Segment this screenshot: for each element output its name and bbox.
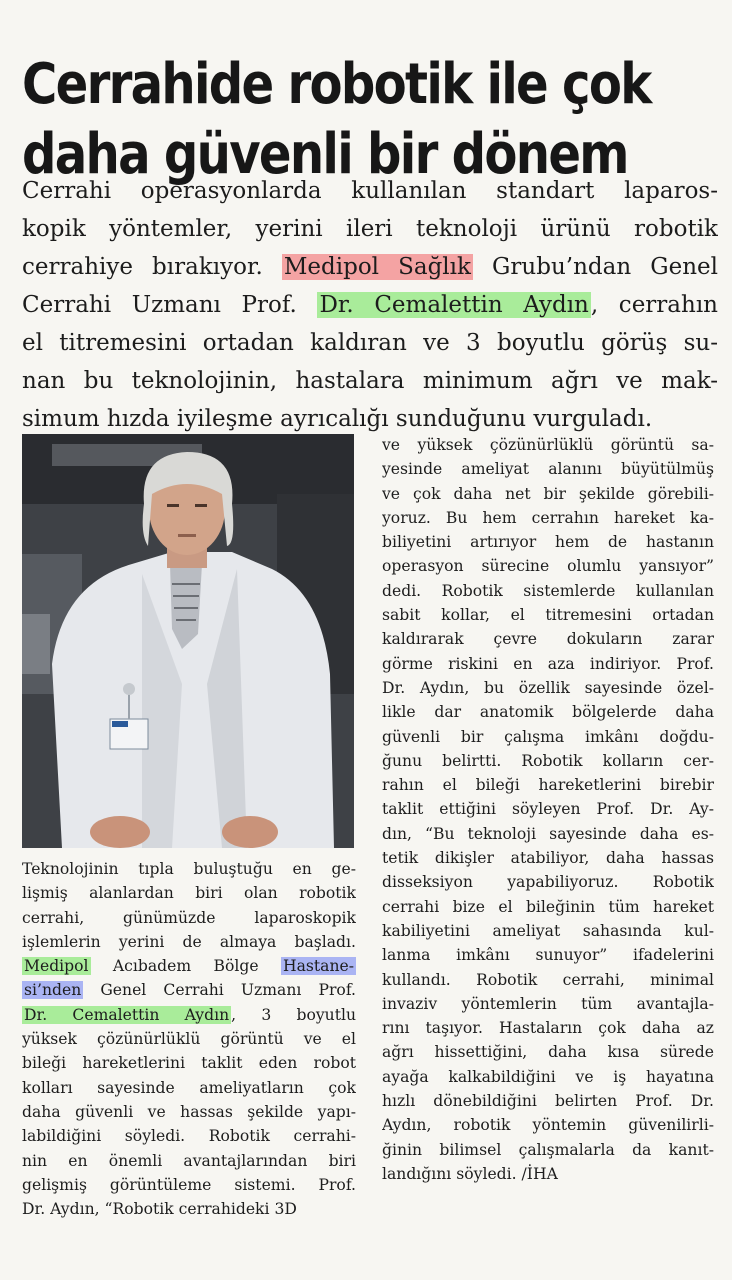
lead-line (22, 286, 718, 324)
text-segment: kopik yöntemler, yerini ileri teknoloji ürünü robotik (22, 216, 718, 242)
right-column-line (382, 554, 714, 578)
text-segment: yesinde ameliyat alanını büyütülmüş (382, 460, 714, 479)
text-segment: güvenli bir çalışma imkânı doğdu- (382, 727, 714, 746)
text-segment: biliyetini artırıyor hem de hastanın (382, 533, 714, 552)
headline-line-2: daha güvenli bir dönem (22, 121, 628, 187)
left-column-line (22, 881, 356, 905)
right-column-line (382, 700, 714, 724)
doctor-portrait-photo (22, 434, 354, 848)
lead-paragraph (22, 172, 718, 438)
right-column-line (382, 943, 714, 967)
text-segment: bileği hareketlerini taklit eden robot (22, 1054, 356, 1073)
body-column-right (382, 433, 714, 1186)
text-segment: simum hızda iyileşme ayrıcalığı sunduğunu vurguladı. (22, 406, 653, 432)
left-column-line (22, 1100, 356, 1124)
lead-line (22, 172, 718, 210)
text-segment: invaziv yöntemlerin tüm avantajla- (382, 994, 714, 1013)
text-segment: disseksiyon yapabiliyoruz. Robotik (382, 873, 714, 892)
text-segment: ve yüksek çözünürlüklü görüntü sa- (382, 436, 714, 454)
highlighted-text: Medipol Sağlık (283, 254, 471, 280)
right-column-line (382, 506, 714, 530)
left-column-line (22, 906, 356, 930)
right-column-line (382, 919, 714, 943)
text-segment: Genel Cerrahi Uzmanı Prof. (83, 981, 356, 1000)
right-column-line (382, 1089, 714, 1113)
left-column-line (22, 1197, 356, 1221)
text-segment: yoruz. Bu hem cerrahın hareket ka- (382, 508, 714, 527)
headline-line-1: Cerrahide robotik ile çok (22, 51, 651, 117)
right-column-line (382, 1016, 714, 1040)
right-column-line (382, 749, 714, 773)
text-segment: dedi. Robotik sistemlerde kullanılan (382, 581, 714, 600)
text-segment: , cerrahın (590, 292, 718, 318)
highlighted-text: Dr. Cemalettin Aydın (319, 292, 589, 318)
right-column-line (382, 870, 714, 894)
right-column-line (382, 482, 714, 506)
left-column-line (22, 1027, 356, 1051)
text-segment: nin en önemli avantajlarından biri (22, 1151, 356, 1170)
portrait-photo-icon (22, 434, 354, 848)
text-segment: lanma imkânı sunuyor” ifadelerini (382, 946, 714, 965)
text-segment: yüksek çözünürlüklü görüntü ve el (22, 1030, 356, 1049)
text-segment: nan bu teknolojinin, hastalara minimum ağrı ve mak- (22, 368, 718, 394)
text-segment: Cerrahi Uzmanı Prof. (22, 292, 318, 318)
text-segment: kabiliyetini ameliyat sahasında kul- (382, 921, 714, 940)
text-segment: ayağa kalkabildiğini ve iş hayatına (382, 1067, 714, 1086)
lead-line (22, 248, 718, 286)
text-segment: , 3 boyutlu (231, 1005, 356, 1024)
text-segment: görme riskini en aza indiriyor. Prof. (382, 654, 714, 673)
text-segment: Teknolojinin tıpla buluştuğu en ge- (22, 860, 356, 878)
right-column-line (382, 846, 714, 870)
highlighted-text: si’nden (24, 981, 82, 1000)
right-column-line (382, 457, 714, 481)
text-segment: kolları sayesinde ameliyatların çok (22, 1078, 356, 1097)
right-column-line (382, 603, 714, 627)
highlighted-text: Medipol (24, 957, 89, 976)
left-column-line (22, 930, 356, 954)
text-segment: ağrı hissettiğini, daha kısa sürede (382, 1043, 714, 1062)
left-column-line (22, 1124, 356, 1148)
left-column-line (22, 1149, 356, 1173)
right-column-line (382, 530, 714, 554)
text-segment: Cerrahi operasyonlarda kullanılan standart laparos- (22, 178, 718, 204)
text-segment: cerrahi bize el bileğinin tüm hareket (382, 897, 714, 916)
right-column-line (382, 725, 714, 749)
right-column-line (382, 579, 714, 603)
right-column-line (382, 1138, 714, 1162)
text-segment: hızlı dönebildiğini belirten Prof. Dr. (382, 1092, 714, 1111)
text-segment: ve çok daha net bir şekilde görebili- (382, 484, 714, 503)
left-column-line (22, 1173, 356, 1197)
text-segment: lişmiş alanlardan biri olan robotik (22, 884, 356, 903)
text-segment: rını taşıyor. Hastaların çok daha az (382, 1019, 714, 1038)
left-column-line (22, 1076, 356, 1100)
text-segment: sabit kollar, el titremesini ortadan (382, 606, 714, 625)
text-segment: el titremesini ortadan kaldıran ve 3 boyutlu görüş su- (22, 330, 718, 356)
text-segment: operasyon sürecine olumlu yansıyor” (382, 557, 714, 576)
text-segment: gelişmiş görüntüleme sistemi. Prof. (22, 1175, 356, 1194)
text-segment: cerrahi, günümüzde laparoskopik (22, 908, 356, 927)
highlighted-text: Hastane- (282, 957, 354, 976)
left-column-line (22, 1003, 356, 1027)
text-segment: tetik dikişler atabiliyor, daha hassas (382, 849, 714, 868)
right-column-line (382, 676, 714, 700)
right-column-line (382, 797, 714, 821)
right-column-line (382, 433, 714, 457)
right-column-line (382, 968, 714, 992)
highlighted-text: Dr. Cemalettin Aydın (24, 1005, 230, 1024)
right-column-line (382, 652, 714, 676)
right-column-line (382, 992, 714, 1016)
text-segment: likle dar anatomik bölgelerde daha (382, 703, 714, 722)
left-column-line (22, 1051, 356, 1075)
text-segment: kaldırarak çevre dokuların zarar (382, 630, 714, 649)
headline (22, 50, 651, 190)
text-segment: ğinin bilimsel çalışmalarla da kanıt- (382, 1140, 714, 1159)
lead-line (22, 362, 718, 400)
text-segment: kullandı. Robotik cerrahi, minimal (382, 970, 714, 989)
right-column-line (382, 895, 714, 919)
text-segment: ğunu belirtti. Robotik kolların cer- (382, 751, 714, 770)
right-column-line (382, 1162, 714, 1186)
text-segment: taklit ettiğini söyleyen Prof. Dr. Ay- (382, 800, 714, 819)
text-segment: landığını söyledi. /İHA (382, 1164, 558, 1183)
lead-line (22, 210, 718, 248)
right-column-line (382, 627, 714, 651)
left-column-line (22, 857, 356, 881)
right-column-line (382, 822, 714, 846)
left-column-line (22, 978, 356, 1002)
text-segment: işlemlerin yerini de almaya başladı. (22, 932, 356, 951)
text-segment: Dr. Aydın, bu özellik sayesinde özel- (382, 678, 714, 697)
text-segment: daha güvenli ve hassas şekilde yapı- (22, 1102, 356, 1121)
right-column-line (382, 1113, 714, 1137)
lead-line (22, 324, 718, 362)
text-segment: rahın el bileği hareketlerini birebir (382, 776, 714, 795)
text-segment: Grubu’ndan Genel (472, 254, 718, 280)
right-column-line (382, 773, 714, 797)
text-segment: cerrahiye bırakıyor. (22, 254, 282, 280)
text-segment: dın, “Bu teknoloji sayesinde daha es- (382, 824, 714, 843)
left-column-line (22, 954, 356, 978)
right-column-line (382, 1040, 714, 1064)
text-segment: Acıbadem Bölge (90, 957, 281, 976)
right-column-line (382, 1065, 714, 1089)
text-segment: Dr. Aydın, “Robotik cerrahideki 3D (22, 1200, 297, 1219)
text-segment: Aydın, robotik yöntemin güvenilirli- (382, 1116, 714, 1135)
body-column-left (22, 857, 356, 1221)
text-segment: labildiğini söyledi. Robotik cerrahi- (22, 1127, 356, 1146)
